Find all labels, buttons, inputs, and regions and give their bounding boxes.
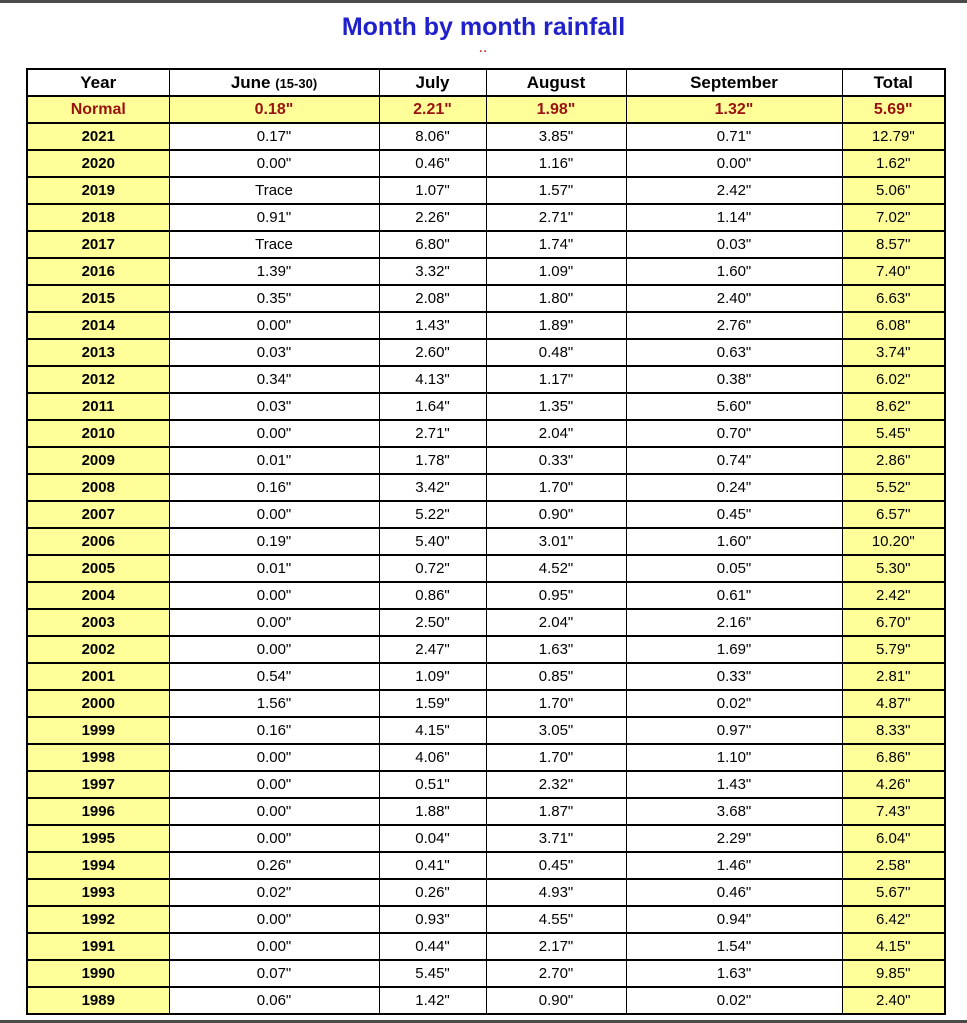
value-cell: 1.54" (626, 933, 842, 960)
total-cell: 6.08" (842, 312, 945, 339)
value-cell: 0.01" (169, 555, 379, 582)
value-cell: Trace (169, 231, 379, 258)
value-cell: 0.90" (486, 987, 626, 1014)
year-cell: 2008 (27, 474, 169, 501)
value-cell: 0.00" (169, 420, 379, 447)
value-cell: 1.09" (379, 663, 486, 690)
value-cell: 2.70" (486, 960, 626, 987)
value-cell: 0.86" (379, 582, 486, 609)
value-cell: 0.05" (626, 555, 842, 582)
year-cell: 1995 (27, 825, 169, 852)
value-cell: 1.59" (379, 690, 486, 717)
table-row (27, 177, 945, 204)
value-cell: 2.04" (486, 420, 626, 447)
normal-september: 1.32" (626, 96, 842, 123)
total-cell: 2.42" (842, 582, 945, 609)
total-cell: 5.79" (842, 636, 945, 663)
value-cell: 0.00" (169, 636, 379, 663)
value-cell: 0.33" (626, 663, 842, 690)
value-cell: 2.76" (626, 312, 842, 339)
table-row (27, 852, 945, 879)
total-cell: 6.70" (842, 609, 945, 636)
year-cell: 2004 (27, 582, 169, 609)
year-cell: 1999 (27, 717, 169, 744)
value-cell: Trace (169, 177, 379, 204)
value-cell: 0.04" (379, 825, 486, 852)
value-cell: 0.35" (169, 285, 379, 312)
value-cell: 1.89" (486, 312, 626, 339)
value-cell: 0.00" (169, 771, 379, 798)
value-cell: 1.78" (379, 447, 486, 474)
table-row (27, 231, 945, 258)
value-cell: 5.22" (379, 501, 486, 528)
year-cell: 2006 (27, 528, 169, 555)
value-cell: 1.46" (626, 852, 842, 879)
value-cell: 1.57" (486, 177, 626, 204)
value-cell: 0.34" (169, 366, 379, 393)
table-row (27, 636, 945, 663)
total-cell: 1.62" (842, 150, 945, 177)
year-cell: 1989 (27, 987, 169, 1014)
rainfall-table (26, 68, 946, 1015)
value-cell: 0.61" (626, 582, 842, 609)
total-cell: 5.06" (842, 177, 945, 204)
year-cell: 2021 (27, 123, 169, 150)
total-cell: 8.33" (842, 717, 945, 744)
value-cell: 0.02" (169, 879, 379, 906)
value-cell: 1.63" (486, 636, 626, 663)
value-cell: 1.35" (486, 393, 626, 420)
table-row (27, 285, 945, 312)
value-cell: 0.00" (169, 744, 379, 771)
value-cell: 3.05" (486, 717, 626, 744)
value-cell: 6.80" (379, 231, 486, 258)
col-header-august: August (486, 69, 626, 96)
value-cell: 2.71" (379, 420, 486, 447)
normal-label: Normal (27, 96, 169, 123)
value-cell: 1.43" (626, 771, 842, 798)
year-cell: 2012 (27, 366, 169, 393)
year-cell: 1996 (27, 798, 169, 825)
value-cell: 1.17" (486, 366, 626, 393)
value-cell: 0.74" (626, 447, 842, 474)
value-cell: 1.80" (486, 285, 626, 312)
total-cell: 7.02" (842, 204, 945, 231)
value-cell: 0.00" (169, 906, 379, 933)
value-cell: 2.42" (626, 177, 842, 204)
value-cell: 1.39" (169, 258, 379, 285)
value-cell: 1.70" (486, 690, 626, 717)
value-cell: 2.26" (379, 204, 486, 231)
total-cell: 6.04" (842, 825, 945, 852)
year-cell: 2013 (27, 339, 169, 366)
value-cell: 2.40" (626, 285, 842, 312)
table-row (27, 204, 945, 231)
value-cell: 0.06" (169, 987, 379, 1014)
year-cell: 1992 (27, 906, 169, 933)
year-cell: 2001 (27, 663, 169, 690)
value-cell: 1.69" (626, 636, 842, 663)
value-cell: 1.56" (169, 690, 379, 717)
value-cell: 1.07" (379, 177, 486, 204)
table-row (27, 879, 945, 906)
year-cell: 2003 (27, 609, 169, 636)
col-header-september: September (626, 69, 842, 96)
table-row (27, 906, 945, 933)
value-cell: 0.91" (169, 204, 379, 231)
col-header-total: Total (842, 69, 945, 96)
table-row (27, 663, 945, 690)
value-cell: 0.45" (626, 501, 842, 528)
value-cell: 4.93" (486, 879, 626, 906)
value-cell: 0.03" (169, 393, 379, 420)
table-row (27, 960, 945, 987)
value-cell: 0.71" (626, 123, 842, 150)
value-cell: 0.01" (169, 447, 379, 474)
value-cell: 3.32" (379, 258, 486, 285)
value-cell: 1.64" (379, 393, 486, 420)
total-cell: 5.30" (842, 555, 945, 582)
table-row (27, 366, 945, 393)
total-cell: 7.40" (842, 258, 945, 285)
value-cell: 0.33" (486, 447, 626, 474)
table-row (27, 609, 945, 636)
value-cell: 0.46" (379, 150, 486, 177)
value-cell: 4.55" (486, 906, 626, 933)
total-cell: 5.67" (842, 879, 945, 906)
year-cell: 2002 (27, 636, 169, 663)
value-cell: 0.00" (169, 150, 379, 177)
value-cell: 1.88" (379, 798, 486, 825)
year-cell: 2000 (27, 690, 169, 717)
value-cell: 2.16" (626, 609, 842, 636)
value-cell: 0.54" (169, 663, 379, 690)
table-row (27, 771, 945, 798)
value-cell: 1.87" (486, 798, 626, 825)
value-cell: 2.47" (379, 636, 486, 663)
value-cell: 0.00" (169, 798, 379, 825)
total-cell: 2.86" (842, 447, 945, 474)
value-cell: 0.02" (626, 987, 842, 1014)
year-cell: 2014 (27, 312, 169, 339)
value-cell: 1.60" (626, 528, 842, 555)
total-cell: 6.02" (842, 366, 945, 393)
value-cell: 2.29" (626, 825, 842, 852)
table-row (27, 744, 945, 771)
table-row (27, 825, 945, 852)
col-header-year: Year (27, 69, 169, 96)
normal-august: 1.98" (486, 96, 626, 123)
total-cell: 3.74" (842, 339, 945, 366)
subtitle-dots: .. (479, 41, 488, 55)
value-cell: 4.06" (379, 744, 486, 771)
table-row (27, 933, 945, 960)
value-cell: 5.40" (379, 528, 486, 555)
value-cell: 0.03" (169, 339, 379, 366)
value-cell: 3.42" (379, 474, 486, 501)
value-cell: 0.26" (379, 879, 486, 906)
value-cell: 0.26" (169, 852, 379, 879)
total-cell: 5.45" (842, 420, 945, 447)
value-cell: 0.00" (169, 933, 379, 960)
total-cell: 7.43" (842, 798, 945, 825)
value-cell: 0.00" (169, 609, 379, 636)
total-cell: 8.57" (842, 231, 945, 258)
total-cell: 6.63" (842, 285, 945, 312)
table-row (27, 555, 945, 582)
value-cell: 2.60" (379, 339, 486, 366)
normal-june: 0.18" (169, 96, 379, 123)
top-edge-bar (0, 0, 967, 3)
total-cell: 2.40" (842, 987, 945, 1014)
value-cell: 0.63" (626, 339, 842, 366)
table-row (27, 393, 945, 420)
value-cell: 2.32" (486, 771, 626, 798)
value-cell: 0.70" (626, 420, 842, 447)
value-cell: 0.16" (169, 474, 379, 501)
value-cell: 0.38" (626, 366, 842, 393)
value-cell: 0.85" (486, 663, 626, 690)
value-cell: 2.04" (486, 609, 626, 636)
table-body (27, 123, 945, 1014)
value-cell: 1.60" (626, 258, 842, 285)
value-cell: 0.00" (169, 582, 379, 609)
table-row (27, 474, 945, 501)
table-row (27, 690, 945, 717)
value-cell: 4.52" (486, 555, 626, 582)
year-cell: 2020 (27, 150, 169, 177)
year-cell: 2011 (27, 393, 169, 420)
value-cell: 5.60" (626, 393, 842, 420)
year-cell: 2007 (27, 501, 169, 528)
value-cell: 1.16" (486, 150, 626, 177)
value-cell: 2.17" (486, 933, 626, 960)
year-cell: 2017 (27, 231, 169, 258)
value-cell: 0.07" (169, 960, 379, 987)
value-cell: 3.68" (626, 798, 842, 825)
value-cell: 2.71" (486, 204, 626, 231)
total-cell: 8.62" (842, 393, 945, 420)
value-cell: 0.97" (626, 717, 842, 744)
value-cell: 1.10" (626, 744, 842, 771)
normal-row (27, 96, 945, 123)
value-cell: 0.94" (626, 906, 842, 933)
col-header-june (169, 69, 379, 96)
value-cell: 0.03" (626, 231, 842, 258)
total-cell: 2.58" (842, 852, 945, 879)
total-cell: 12.79" (842, 123, 945, 150)
table-row (27, 717, 945, 744)
year-cell: 2019 (27, 177, 169, 204)
value-cell: 0.00" (169, 312, 379, 339)
year-cell: 1997 (27, 771, 169, 798)
year-cell: 2015 (27, 285, 169, 312)
table-row (27, 528, 945, 555)
total-cell: 6.57" (842, 501, 945, 528)
total-cell: 2.81" (842, 663, 945, 690)
value-cell: 1.63" (626, 960, 842, 987)
total-cell: 6.86" (842, 744, 945, 771)
value-cell: 0.00" (169, 825, 379, 852)
col-header-june-label: June (230, 72, 271, 92)
year-cell: 2005 (27, 555, 169, 582)
table-row (27, 339, 945, 366)
value-cell: 4.13" (379, 366, 486, 393)
total-cell: 5.52" (842, 474, 945, 501)
value-cell: 0.72" (379, 555, 486, 582)
value-cell: 0.48" (486, 339, 626, 366)
table-row (27, 582, 945, 609)
value-cell: 3.71" (486, 825, 626, 852)
table-row (27, 447, 945, 474)
value-cell: 0.51" (379, 771, 486, 798)
year-cell: 1990 (27, 960, 169, 987)
table-row (27, 501, 945, 528)
value-cell: 0.02" (626, 690, 842, 717)
table-row (27, 798, 945, 825)
value-cell: 0.45" (486, 852, 626, 879)
value-cell: 1.70" (486, 744, 626, 771)
value-cell: 0.00" (626, 150, 842, 177)
total-cell: 6.42" (842, 906, 945, 933)
total-cell: 4.15" (842, 933, 945, 960)
value-cell: 1.74" (486, 231, 626, 258)
value-cell: 1.43" (379, 312, 486, 339)
value-cell: 0.16" (169, 717, 379, 744)
value-cell: 0.95" (486, 582, 626, 609)
year-cell: 1994 (27, 852, 169, 879)
normal-july: 2.21" (379, 96, 486, 123)
value-cell: 1.42" (379, 987, 486, 1014)
year-cell: 2010 (27, 420, 169, 447)
value-cell: 8.06" (379, 123, 486, 150)
value-cell: 0.46" (626, 879, 842, 906)
value-cell: 5.45" (379, 960, 486, 987)
value-cell: 2.08" (379, 285, 486, 312)
value-cell: 1.70" (486, 474, 626, 501)
table-row (27, 123, 945, 150)
value-cell: 3.01" (486, 528, 626, 555)
total-cell: 9.85" (842, 960, 945, 987)
year-cell: 2009 (27, 447, 169, 474)
value-cell: 0.90" (486, 501, 626, 528)
table-row (27, 150, 945, 177)
year-cell: 1991 (27, 933, 169, 960)
year-cell: 2016 (27, 258, 169, 285)
table-row (27, 420, 945, 447)
value-cell: 2.50" (379, 609, 486, 636)
total-cell: 10.20" (842, 528, 945, 555)
total-cell: 4.26" (842, 771, 945, 798)
year-cell: 1998 (27, 744, 169, 771)
table-row (27, 258, 945, 285)
value-cell: 0.44" (379, 933, 486, 960)
value-cell: 0.41" (379, 852, 486, 879)
value-cell: 0.93" (379, 906, 486, 933)
year-cell: 1993 (27, 879, 169, 906)
table-row (27, 987, 945, 1014)
value-cell: 0.24" (626, 474, 842, 501)
header-row (27, 69, 945, 96)
value-cell: 0.17" (169, 123, 379, 150)
normal-total: 5.69" (842, 96, 945, 123)
table-row (27, 312, 945, 339)
value-cell: 0.19" (169, 528, 379, 555)
col-header-july: July (379, 69, 486, 96)
value-cell: 0.00" (169, 501, 379, 528)
col-header-june-sublabel: (15-30) (275, 75, 318, 91)
page-title: Month by month rainfall (341, 13, 626, 41)
value-cell: 1.09" (486, 258, 626, 285)
value-cell: 3.85" (486, 123, 626, 150)
value-cell: 1.14" (626, 204, 842, 231)
year-cell: 2018 (27, 204, 169, 231)
value-cell: 4.15" (379, 717, 486, 744)
total-cell: 4.87" (842, 690, 945, 717)
